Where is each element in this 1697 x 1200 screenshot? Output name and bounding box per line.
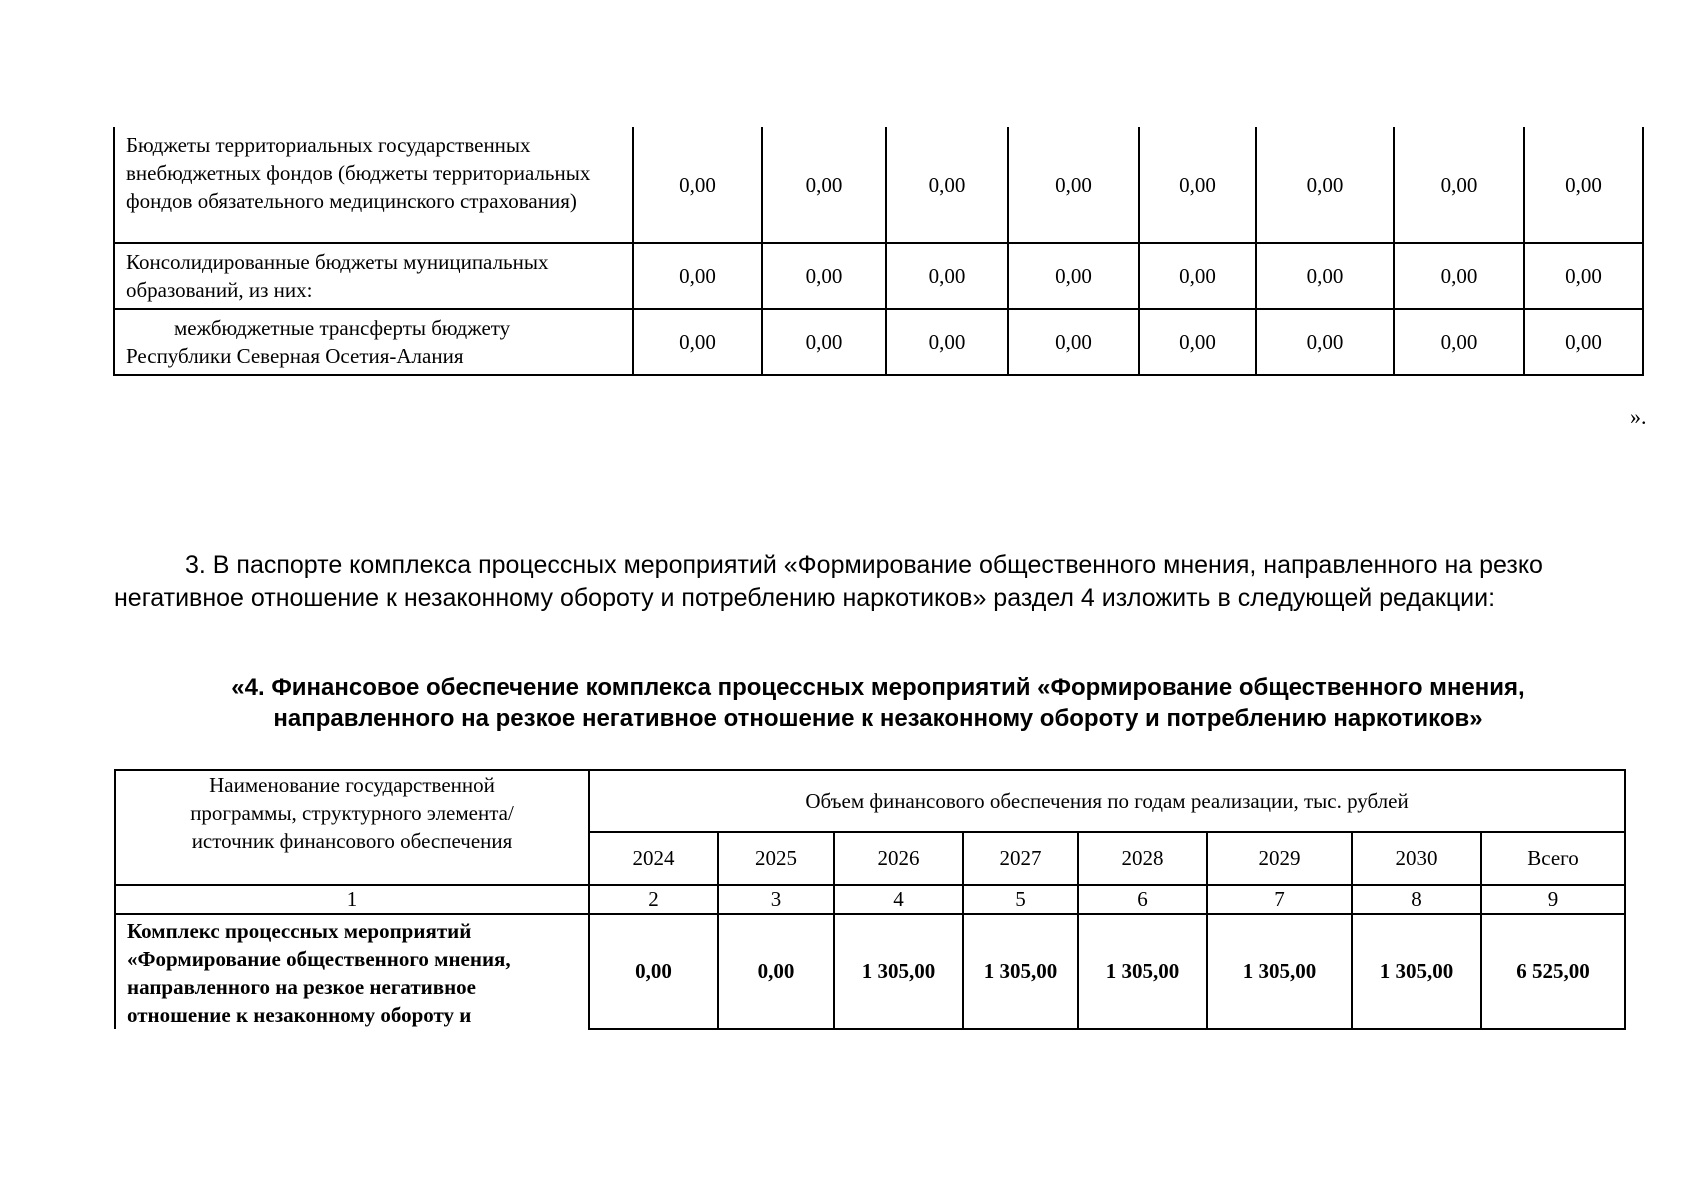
row-label: Комплекс процессных мероприятий «Формирование общественного мнения, направленного на резкое негативное отношение к незаконному обороту и <box>115 914 589 1029</box>
cell-value: 0,00 <box>633 127 762 243</box>
financing-table <box>114 769 1626 1030</box>
table-row <box>115 914 1625 1029</box>
row-label-line2: Республики Северная Осетия-Алания <box>126 344 464 368</box>
column-number: 2 <box>589 885 718 914</box>
year-header: 2025 <box>718 832 834 885</box>
column-number: 3 <box>718 885 834 914</box>
cell-value: 1 305,00 <box>834 914 963 1029</box>
row-label: Консолидированные бюджеты муниципальных образований, из них: <box>114 243 633 309</box>
year-header: 2024 <box>589 832 718 885</box>
column-number: 1 <box>115 885 589 914</box>
total-header: Всего <box>1481 832 1625 885</box>
table-row <box>114 127 1643 243</box>
amendment-paragraph <box>114 549 1654 615</box>
cell-value: 0,00 <box>762 309 886 375</box>
name-column-header: Наименование государственной программы, структурного элемента/источник финансового обеспечения <box>115 770 589 885</box>
year-header: 2028 <box>1078 832 1207 885</box>
cell-value: 0,00 <box>589 914 718 1029</box>
cell-value: 0,00 <box>1256 243 1394 309</box>
cell-value: 0,00 <box>762 127 886 243</box>
cell-value: 1 305,00 <box>1078 914 1207 1029</box>
cell-value: 0,00 <box>762 243 886 309</box>
cell-value: 0,00 <box>1394 127 1524 243</box>
column-number: 9 <box>1481 885 1625 914</box>
cell-value: 0,00 <box>1139 243 1256 309</box>
paragraph-line2: негативное отношение к незаконному обороту и потреблению наркотиков» раздел 4 изложить в следующей редакции: <box>114 584 1496 612</box>
paragraph-line1: 3. В паспорте комплекса процессных мероприятий «Формирование общественного мнения, направленного на резко <box>185 551 1543 579</box>
budget-sources-table <box>113 127 1644 376</box>
heading-line1: «4. Финансовое обеспечение комплекса процессных мероприятий «Формирование общественного мнения, <box>231 674 1525 701</box>
cell-value: 0,00 <box>1524 127 1643 243</box>
row-label <box>114 309 633 375</box>
cell-value: 1 305,00 <box>1352 914 1481 1029</box>
year-header: 2030 <box>1352 832 1481 885</box>
cell-value: 0,00 <box>1256 309 1394 375</box>
year-header: 2026 <box>834 832 963 885</box>
column-number: 8 <box>1352 885 1481 914</box>
cell-value: 0,00 <box>1139 127 1256 243</box>
cell-value: 6 525,00 <box>1481 914 1625 1029</box>
cell-value: 0,00 <box>633 243 762 309</box>
cell-value: 0,00 <box>1008 309 1139 375</box>
cell-value: 0,00 <box>1394 309 1524 375</box>
cell-value: 0,00 <box>633 309 762 375</box>
cell-value: 0,00 <box>886 309 1008 375</box>
column-number: 7 <box>1207 885 1352 914</box>
column-numbers-row <box>115 885 1625 914</box>
year-header: 2027 <box>963 832 1078 885</box>
cell-value: 1 305,00 <box>963 914 1078 1029</box>
cell-value: 0,00 <box>886 127 1008 243</box>
row-label-line1: межбюджетные трансферты бюджету <box>174 316 511 340</box>
cell-value: 0,00 <box>1008 127 1139 243</box>
section-heading <box>113 672 1643 734</box>
table-row <box>114 243 1643 309</box>
cell-value: 1 305,00 <box>1207 914 1352 1029</box>
column-number: 5 <box>963 885 1078 914</box>
cell-value: 0,00 <box>886 243 1008 309</box>
heading-line2: направленного на резкое негативное отношение к незаконному обороту и потреблению наркотиков» <box>273 705 1483 732</box>
cell-value: 0,00 <box>1008 243 1139 309</box>
volume-header: Объем финансового обеспечения по годам реализации, тыс. рублей <box>589 770 1625 832</box>
cell-value: 0,00 <box>1394 243 1524 309</box>
cell-value: 0,00 <box>1524 309 1643 375</box>
column-number: 6 <box>1078 885 1207 914</box>
cell-value: 0,00 <box>1256 127 1394 243</box>
table-row <box>114 309 1643 375</box>
row-label: Бюджеты территориальных государственных внебюджетных фондов (бюджеты территориальных фондов обязательного медицинского страхования) <box>114 127 633 243</box>
header-row <box>115 770 1625 832</box>
year-header: 2029 <box>1207 832 1352 885</box>
cell-value: 0,00 <box>1139 309 1256 375</box>
cell-value: 0,00 <box>1524 243 1643 309</box>
cell-value: 0,00 <box>718 914 834 1029</box>
column-number: 4 <box>834 885 963 914</box>
closing-quote: ». <box>1630 404 1647 429</box>
